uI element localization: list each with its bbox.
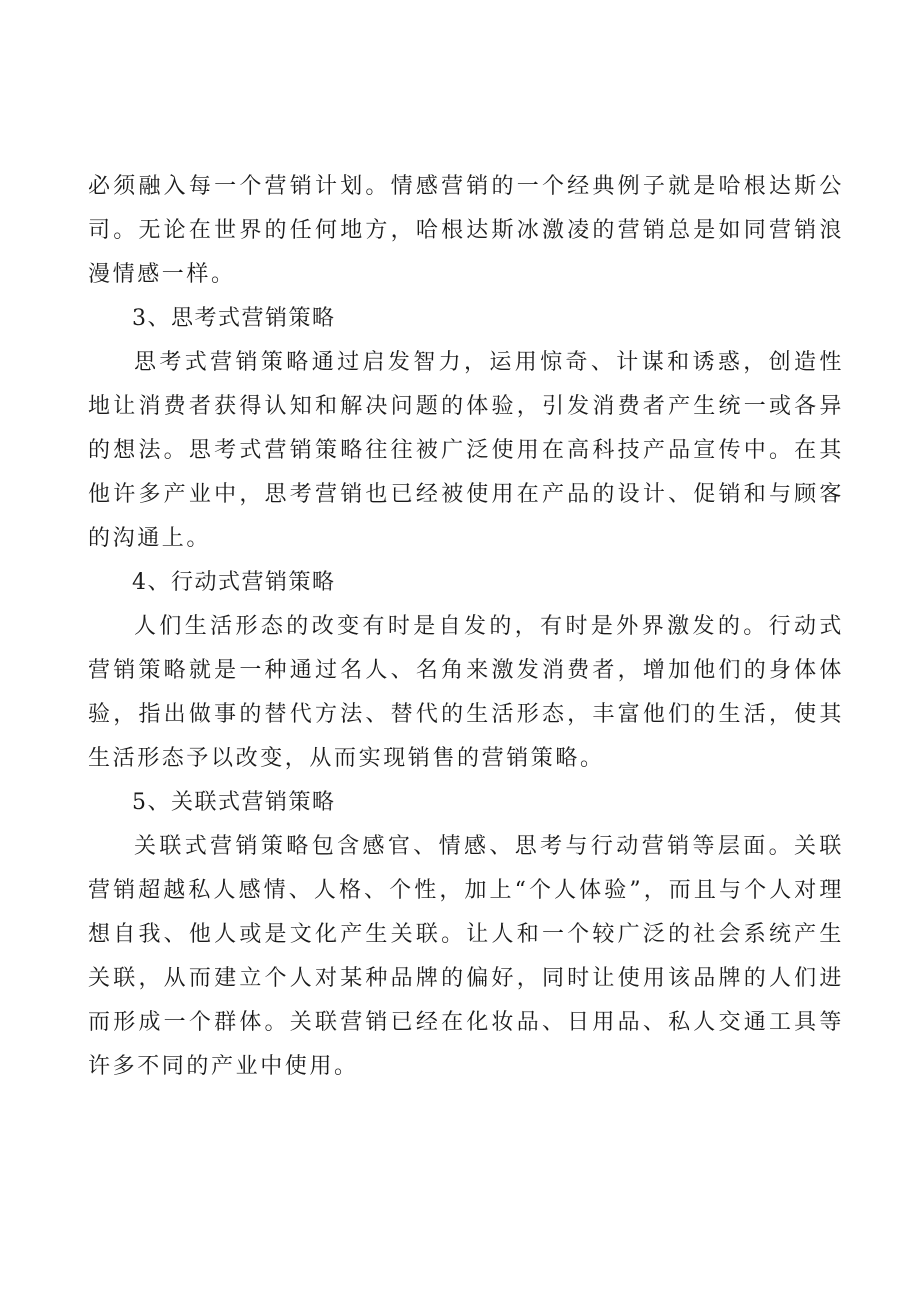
document-body [88,165,844,1089]
paragraph-thinking-marketing: 思考式营销策略通过启发智力，运用惊奇、计谋和诱惑，创造性地让消费者获得认知和解决问题的体验，引发消费者产生统一或各异的想法。思考式营销策略往往被广泛使用在高科技产品宣传中。在其他许多产业中，思考营销也已经被使用在产品的设计、促销和与顾客的沟通上。 [88,350,844,551]
heading-relational-marketing: 5、关联式营销策略 [132,790,336,815]
paragraph-emotional-marketing-continued: 必须融入每一个营销计划。情感营销的一个经典例子就是哈根达斯公司。无论在世界的任何地方，哈根达斯冰激凌的营销总是如同营销浪漫情感一样。 [88,174,844,287]
heading-thinking-marketing: 3、思考式营销策略 [132,306,336,331]
paragraph-relational-marketing: 关联式营销策略包含感官、情感、思考与行动营销等层面。关联营销超越私人感情、人格、个性，加上“个人体验”，而且与个人对理想自我、他人或是文化产生关联。让人和一个较广泛的社会系统产生关联，从而建立个人对某种品牌的偏好，同时让使用该品牌的人们进而形成一个群体。关联营销已经在化妆品、日用品、私人交通工具等许多不同的产业中使用。 [88,834,844,1079]
paragraph-action-marketing: 人们生活形态的改变有时是自发的，有时是外界激发的。行动式营销策略就是一种通过名人、名角来激发消费者，增加他们的身体体验，指出做事的替代方法、替代的生活形态，丰富他们的生活，使其生活形态予以改变，从而实现销售的营销策略。 [88,614,844,771]
heading-action-marketing: 4、行动式营销策略 [132,570,336,595]
